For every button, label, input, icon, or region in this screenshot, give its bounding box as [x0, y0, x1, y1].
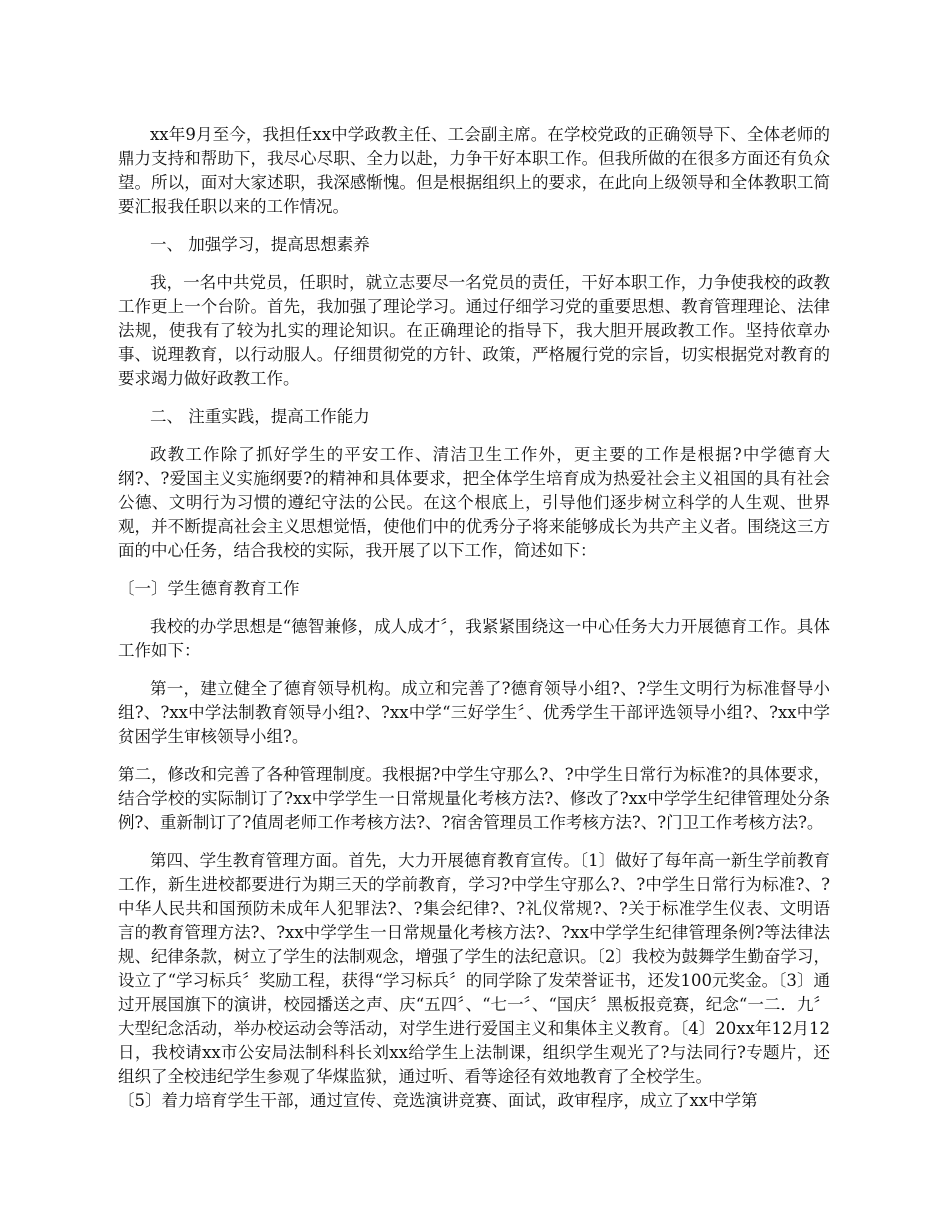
point-2-paragraph: 第二，修改和完善了各种管理制度。我根据?中学生守那么?、?中学生日常行为标准?的具体要求，结合学校的实际制订了?xx中学学生一日常规量化考核方法?、修改了?xx中学学生纪律管理处分条例?、重新制订了?值周老师工作考核方法?、?宿舍管理员工作考核方法?、?门卫工作考核方法?。 — [118, 765, 830, 832]
section-2-heading: 二、 注重实践，提高工作能力 — [150, 407, 370, 426]
subsection-1-heading: 〔一〕学生德育教育工作 — [118, 579, 300, 598]
intro-paragraph: xx年9月至今，我担任xx中学政教主任、工会副主席。在学校党政的正确领导下、全体老师的鼎力支持和帮助下，我尽心尽职、全力以赴，力争干好本职工作。但我所做的在很多方面还有负众望。所以，面对大家述职，我深感惭愧。但是根据组织上的要求，在此向上级领导和全体教职工简要汇报我任职以来的工作情况。 — [118, 125, 830, 216]
point-1-paragraph: 第一，建立健全了德育领导机构。成立和完善了?德育领导小组?、?学生文明行为标准督导小组?、?xx中学法制教育领导小组?、?xx中学“三好学生〞、优秀学生干部评选领导小组?、?xx中学贫困学生审核领导小组?。 — [118, 679, 830, 746]
section-1-heading: 一、 加强学习，提高思想素养 — [150, 235, 370, 254]
section-2-paragraph: 政教工作除了抓好学生的平安工作、清洁卫生工作外，更主要的工作是根据?中学德育大纲?、?爱国主义实施纲要?的精神和具体要求，把全体学生培育成为热爱社会主义祖国的具有社会公德、文明行为习惯的遵纪守法的公民。在这个根底上，引导他们逐步树立科学的人生观、世界观，并不断提高社会主义思想觉悟，使他们中的优秀分子将来能够成长为共产主义者。围绕这三方面的中心任务，结合我校的实际，我开展了以下工作，简述如下： — [118, 445, 830, 560]
section-1-paragraph: 我，一名中共党员，任职时，就立志要尽一名党员的责任，干好本职工作，力争使我校的政教工作更上一个台阶。首先，我加强了理论学习。通过仔细学习党的重要思想、教育管理理论、法律法规，使我有了较为扎实的理论知识。在正确理论的指导下，我大胆开展政教工作。坚持依章办事、说理教育，以行动服人。仔细贯彻党的方针、政策，严格履行党的宗旨，切实根据党对教育的要求竭力做好政教工作。 — [118, 273, 830, 388]
subsection-1-intro-paragraph: 我校的办学思想是“德智兼修，成人成才〞，我紧紧围绕这一中心任务大力开展德育工作。具体工作如下： — [118, 617, 830, 660]
point-4-continued-paragraph: 〔5〕着力培育学生干部，通过宣传、竞选演讲竞赛、面试，政审程序，成立了xx中学第 — [118, 1091, 758, 1110]
document-body — [118, 123, 830, 1113]
point-4-paragraph: 第四、学生教育管理方面。首先，大力开展德育教育宣传。〔1〕做好了每年高一新生学前教育工作，新生进校都要进行为期三天的学前教育，学习?中学生守那么?、?中学生日常行为标准?、?中华人民共和国预防未成年人犯罪法?、?集会纪律?、?礼仪常规?、?关于标准学生仪表、文明语言的教育管理方法?、?xx中学学生一日常规量化考核方法?、?xx中学学生纪律管理条例?等法律法规、纪律条款，树立了学生的法制观念，增强了学生的法纪意识。〔2〕我校为鼓舞学生勤奋学习，设立了“学习标兵〞奖励工程，获得“学习标兵〞的同学除了发荣誉证书，还发100元奖金。〔3〕通过开展国旗下的演讲，校园播送之声、庆“五四〞、“七一〞、“国庆〞黑板报竞赛，纪念“一二．九〞大型纪念活动，举办校运动会等活动，对学生进行爱国主义和集体主义教育。〔4〕20xx年12月12日，我校请xx市公安局法制科科长刘xx给学生上法制课，组织学生观光了?与法同行?专题片，还组织了全校违纪学生参观了华煤监狱，通过听、看等途径有效地教育了全校学生。 — [118, 851, 830, 1086]
